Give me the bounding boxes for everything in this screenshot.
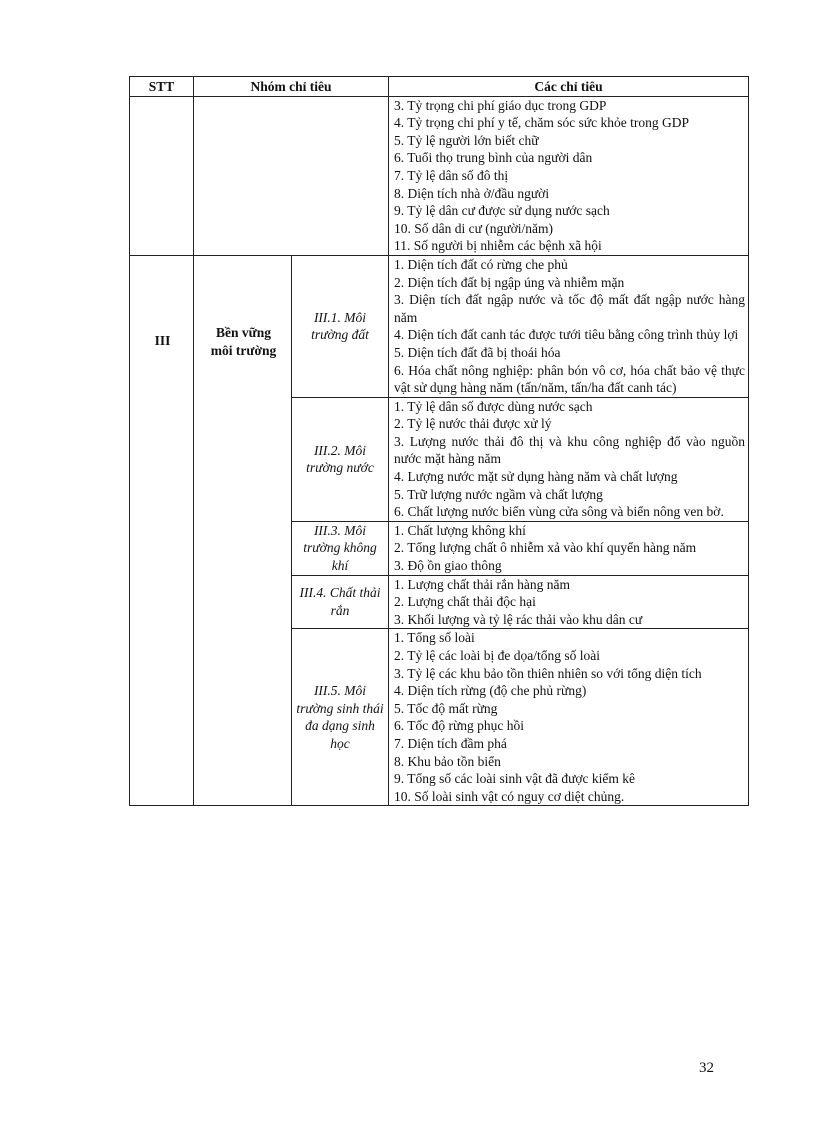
list-item: 9. Tỷ lệ dân cư được sử dụng nước sạch: [394, 203, 610, 219]
header-indicators: Các chỉ tiêu: [389, 77, 749, 97]
header-group: Nhóm chỉ tiêu: [194, 77, 389, 97]
list-item: 8. Diện tích nhà ở/đầu người: [394, 185, 550, 201]
list-item: 1. Lượng chất thải rắn hàng năm: [394, 576, 571, 592]
section-stt: III: [154, 332, 171, 348]
list-item: 10. Số loài sinh vật có nguy cơ diệt chủng.: [394, 788, 625, 804]
subgroup-name: III.1. Môi trường đất: [292, 255, 389, 397]
list-item: 5. Trữ lượng nước ngầm và chất lượng: [394, 486, 603, 502]
list-item: 2. Tỷ lệ nước thải được xử lý: [394, 416, 552, 432]
subgroup-items-cell: [389, 397, 749, 521]
list-item: 3. Khối lượng và tỷ lệ rác thải vào khu dân cư: [394, 611, 643, 627]
list-item: 2. Tổng lượng chất ô nhiễm xả vào khí quyển hàng năm: [394, 540, 697, 556]
list-item: 3. Lượng nước thải đô thị và khu công nghiệp đổ vào nguồn nước mặt hàng năm: [394, 433, 745, 467]
list-item: 6. Tuổi thọ trung bình của người dân: [394, 150, 593, 166]
list-item: 5. Tốc độ mất rừng: [394, 700, 498, 716]
list-item: 3. Diện tích đất ngập nước và tốc độ mất đất ngập nước hàng năm: [394, 292, 745, 325]
section-stt-cell: [130, 255, 194, 805]
subgroup-name: III.4. Chất thải rắn: [292, 575, 389, 629]
continued-stt-cell: [130, 96, 194, 255]
list-item: 2. Lượng chất thải độc hại: [394, 594, 536, 610]
list-item: 10. Số dân di cư (người/năm): [394, 220, 554, 236]
list-item: 9. Tổng số các loài sinh vật đã được kiểm kê: [394, 771, 636, 787]
list-item: 6. Hóa chất nông nghiệp: phân bón vô cơ, hóa chất bảo vệ thực vật sử dụng hàng năm (tấn/năm, tấn/ha đất canh tác): [394, 362, 745, 396]
subgroup-items-cell: [389, 629, 749, 806]
indicator-table: [129, 76, 749, 806]
continued-row: [130, 96, 749, 255]
list-item: 11. Số người bị nhiễm các bệnh xã hội: [394, 238, 602, 254]
section-group-cell: [194, 255, 292, 805]
list-item: 3. Tỷ trọng chi phí giáo dục trong GDP: [394, 97, 607, 113]
list-item: 5. Tỷ lệ người lớn biết chữ: [394, 132, 539, 148]
list-item: 2. Diện tích đất bị ngập úng và nhiễm mặn: [394, 274, 625, 290]
list-item: 1. Tổng số loài: [394, 630, 475, 646]
list-item: 4. Lượng nước mặt sử dụng hàng năm và chất lượng: [394, 469, 678, 485]
header-row: [130, 77, 749, 97]
continued-items-cell: [389, 96, 749, 255]
list-item: 4. Diện tích đất canh tác được tưới tiêu bằng công trình thủy lợi: [394, 327, 739, 343]
subgroup-items-cell: [389, 575, 749, 629]
list-item: 5. Diện tích đất đã bị thoái hóa: [394, 344, 561, 360]
subgroup-items-cell: [389, 521, 749, 575]
header-stt: STT: [130, 77, 194, 97]
list-item: 6. Chất lượng nước biển vùng cửa sông và biển nông ven bờ.: [394, 504, 724, 520]
list-item: 8. Khu bảo tồn biển: [394, 753, 501, 769]
list-item: 6. Tốc độ rừng phục hồi: [394, 718, 525, 734]
list-item: 2. Tỷ lệ các loài bị đe dọa/tổng số loài: [394, 648, 600, 663]
section-group-line1: Bền vững: [216, 324, 271, 340]
list-item: 4. Tỷ trọng chi phí y tế, chăm sóc sức khỏe trong GDP: [394, 115, 690, 131]
list-item: 4. Diện tích rừng (độ che phủ rừng): [394, 683, 587, 699]
list-item: 1. Chất lượng không khí: [394, 522, 526, 538]
list-item: 7. Diện tích đầm phá: [394, 735, 507, 751]
section-group-line2: môi trường: [210, 342, 277, 358]
subgroup-name: III.5. Môi trường sinh thái đa dạng sinh học: [292, 629, 389, 806]
list-item: 1. Diện tích đất có rừng che phủ: [394, 256, 568, 272]
continued-group-cell: [194, 96, 389, 255]
subgroup-name: III.2. Môi trường nước: [292, 397, 389, 521]
list-item: 7. Tỷ lệ dân số đô thị: [394, 167, 509, 183]
subgroup-items-cell: [389, 255, 749, 397]
subgroup-row: [130, 255, 749, 397]
list-item: 3. Tỷ lệ các khu bảo tồn thiên nhiên so với tổng diện tích: [394, 665, 702, 681]
subgroup-name: III.3. Môi trường không khí: [292, 521, 389, 575]
list-item: 1. Tỷ lệ dân số được dùng nước sạch: [394, 398, 593, 414]
page-number: 32: [699, 1060, 714, 1076]
list-item: 3. Độ ồn giao thông: [394, 558, 502, 574]
